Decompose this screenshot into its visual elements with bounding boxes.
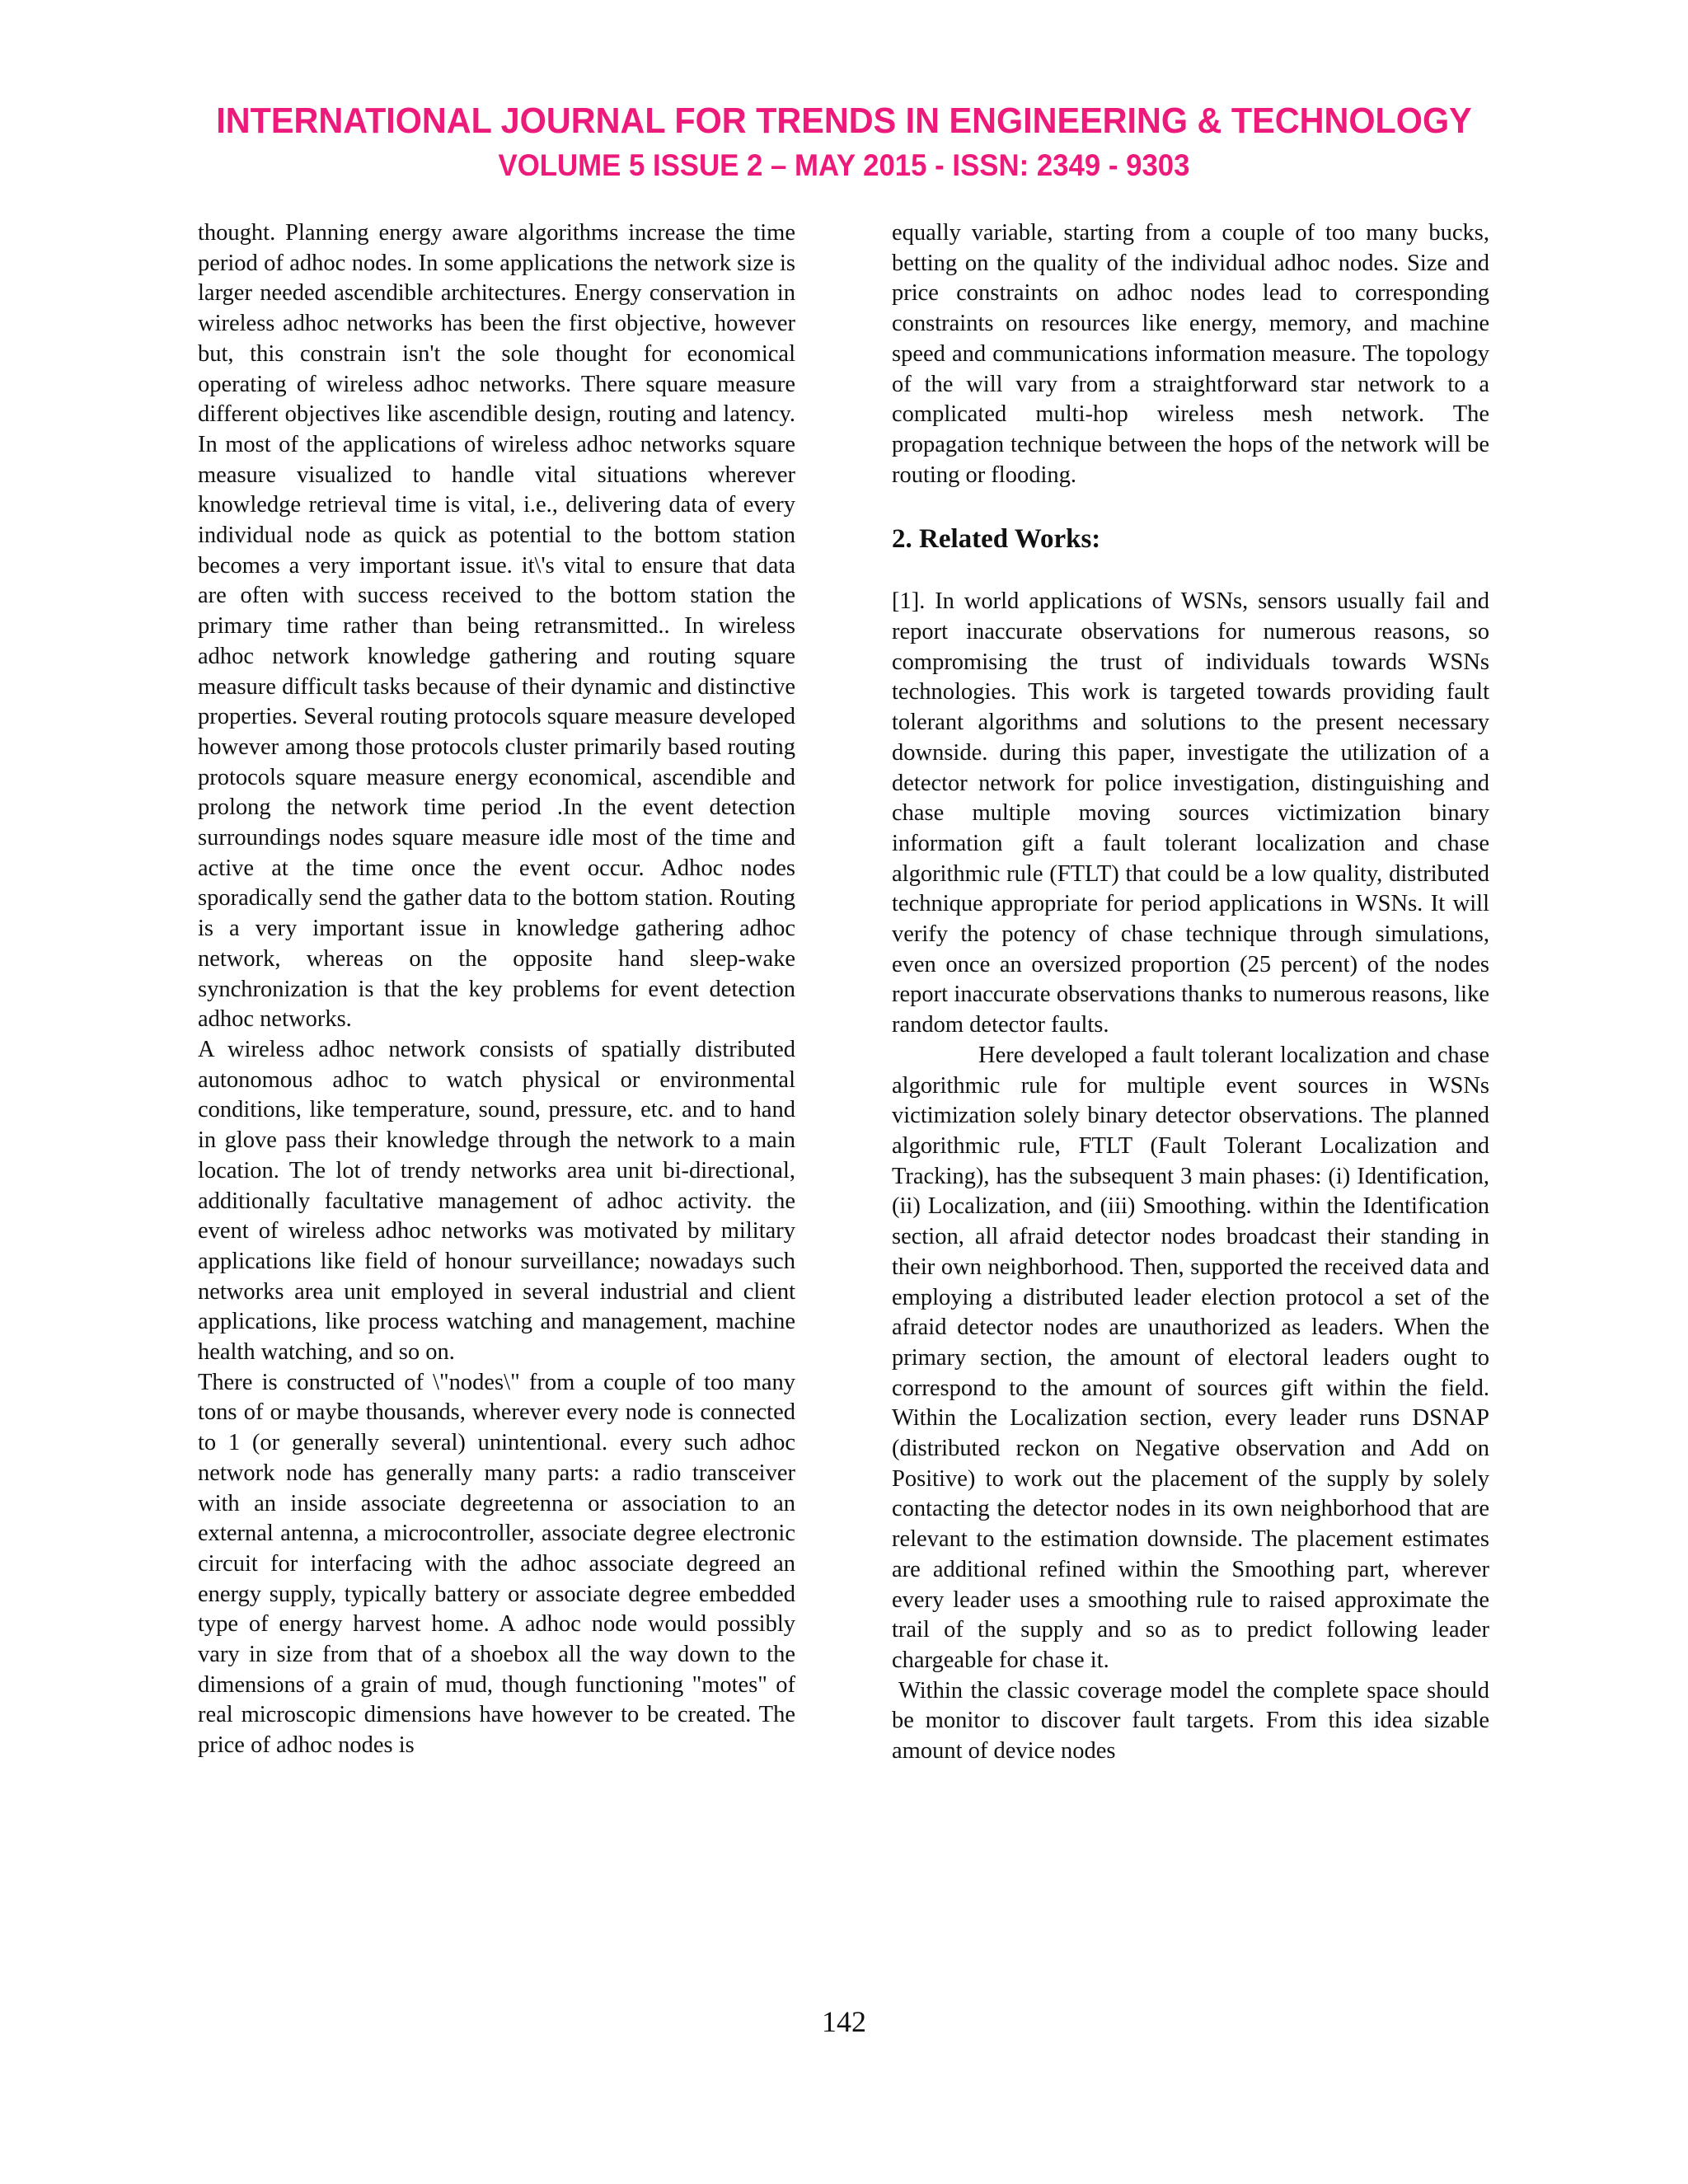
journal-title: INTERNATIONAL JOURNAL FOR TRENDS IN ENGINEERING & TECHNOLOGY — [216, 101, 1472, 141]
left-paragraph-3: There is constructed of \"nodes\" from a couple of too many tons of or maybe thousands, wherever every node is connected to 1 (or generally several) unintentional. every such adhoc network node has generally many parts: a radio transceiver with an inside associate degreetenna or association to an external antenna, a microcontroller, associate degree electronic circuit for interfacing with the adhoc associate degreed an energy supply, typically battery or associate degree embedded type of energy harvest home. A adhoc node would possibly vary in size from that of a shoebox all the way down to the dimensions of a grain of mud, though functioning "motes" of real microscopic dimensions have however to be created. The price of adhoc nodes is — [198, 1369, 795, 1759]
journal-issue: VOLUME 5 ISSUE 2 – MAY 2015 - ISSN: 2349 - 9303 — [498, 148, 1190, 182]
right-paragraph-3: Here developed a fault tolerant localization and chase algorithmic rule for multiple event sources in WSNs victimization solely binary detector observations. The planned algorithmic rule, FTLT (Fault Tolerant Localization and Tracking), has the subsequent 3 main phases: (i) Identification, (ii) Localization, and (iii) Smoothing. within the Identification section, all afraid detector nodes broadcast their standing in their own neighborhood. Then, supported the received data and employing a distributed leader election protocol a set of the afraid detector nodes are unauthorized as leaders. When the primary section, the amount of electoral leaders ought to correspond to the amount of sources gift within the field. Within the Localization section, every leader runs DSNAP (distributed reckon on Negative observation and Add on Positive) to work out the placement of the supply by solely contacting the detector nodes in its own neighborhood that are relevant to the estimation downside. The placement estimates are additional refined within the Smoothing part, wherever every leader uses a smoothing rule to raised approximate the trail of the supply and so as to predict following leader chargeable for chase it. — [892, 1042, 1489, 1673]
page-number: 142 — [822, 2005, 866, 2038]
right-paragraph-2: [1]. In world applications of WSNs, sensors usually fail and report inaccurate observations for numerous reasons, so compromising the trust of individuals towards WSNs technologies. This work is targeted towards providing fault tolerant algorithms and solutions to the present necessary downside. during this paper, investigate the utilization of a detector network for police investigation, distinguishing and chase multiple moving sources victimization binary information gift a fault tolerant localization and chase algorithmic rule (FTLT) that could be a low quality, distributed technique appropriate for period applications in WSNs. It will verify the potency of chase technique through simulations, even once an oversized proportion (25 percent) of the nodes report inaccurate observations thanks to numerous reasons, like random detector faults. — [892, 588, 1489, 1038]
section-heading-related-works: 2. Related Works: — [892, 524, 1101, 555]
right-column — [892, 218, 1489, 1767]
left-paragraph-2: A wireless adhoc network consists of spatially distributed autonomous adhoc to watch physical or environmental conditions, like temperature, sound, pressure, etc. and to hand in glove pass their knowledge through the network to a main location. The lot of trendy networks area unit bi-directional, additionally facultative management of adhoc activity. the event of wireless adhoc networks was motivated by military applications like field of honour surveillance; nowadays such networks area unit employed in several industrial and client applications, like process watching and management, machine health watching, and so on. — [198, 1036, 795, 1366]
left-paragraph-1: thought. Planning energy aware algorithms increase the time period of adhoc nodes. In some applications the network size is larger needed ascendible architectures. Energy conservation in wireless adhoc networks has been the first objective, however but, this constrain isn't the sole thought for economical operating of wireless adhoc networks. There square measure different objectives like ascendible design, routing and latency. In most of the applications of wireless adhoc networks square measure visualized to handle vital situations wherever knowledge retrieval time is vital, i.e., delivering data of every individual node as quick as potential to the bottom station becomes a very important issue. it\'s vital to ensure that data are often with success received to the bottom station the primary time rather than being retransmitted.. In wireless adhoc network knowledge gathering and routing square measure difficult tasks because of their dynamic and distinctive properties. Several routing protocols square measure developed however among those protocols cluster primarily based routing protocols square measure energy economical, ascendible and prolong the network time period .In the event detection surroundings nodes square measure idle most of the time and active at the time once the event occur. Adhoc nodes sporadically send the gather data to the bottom station. Routing is a very important issue in knowledge gathering adhoc network, whereas on the opposite hand sleep-wake synchronization is that the key problems for event detection adhoc networks. — [198, 220, 795, 1033]
left-column — [198, 218, 795, 1761]
right-paragraph-4: Within the classic coverage model the complete space should be monitor to discover fault targets. From this idea sizable amount of device nodes — [892, 1677, 1489, 1765]
right-paragraph-1: equally variable, starting from a couple of too many bucks, betting on the quality of the individual adhoc nodes. Size and price constraints on adhoc nodes lead to corresponding constraints on resources like energy, memory, and machine speed and communications information measure. The topology of the will vary from a straightforward star network to a complicated multi-hop wireless mesh network. The propagation technique between the hops of the network will be routing or flooding. — [892, 220, 1489, 488]
journal-header — [0, 97, 1688, 186]
